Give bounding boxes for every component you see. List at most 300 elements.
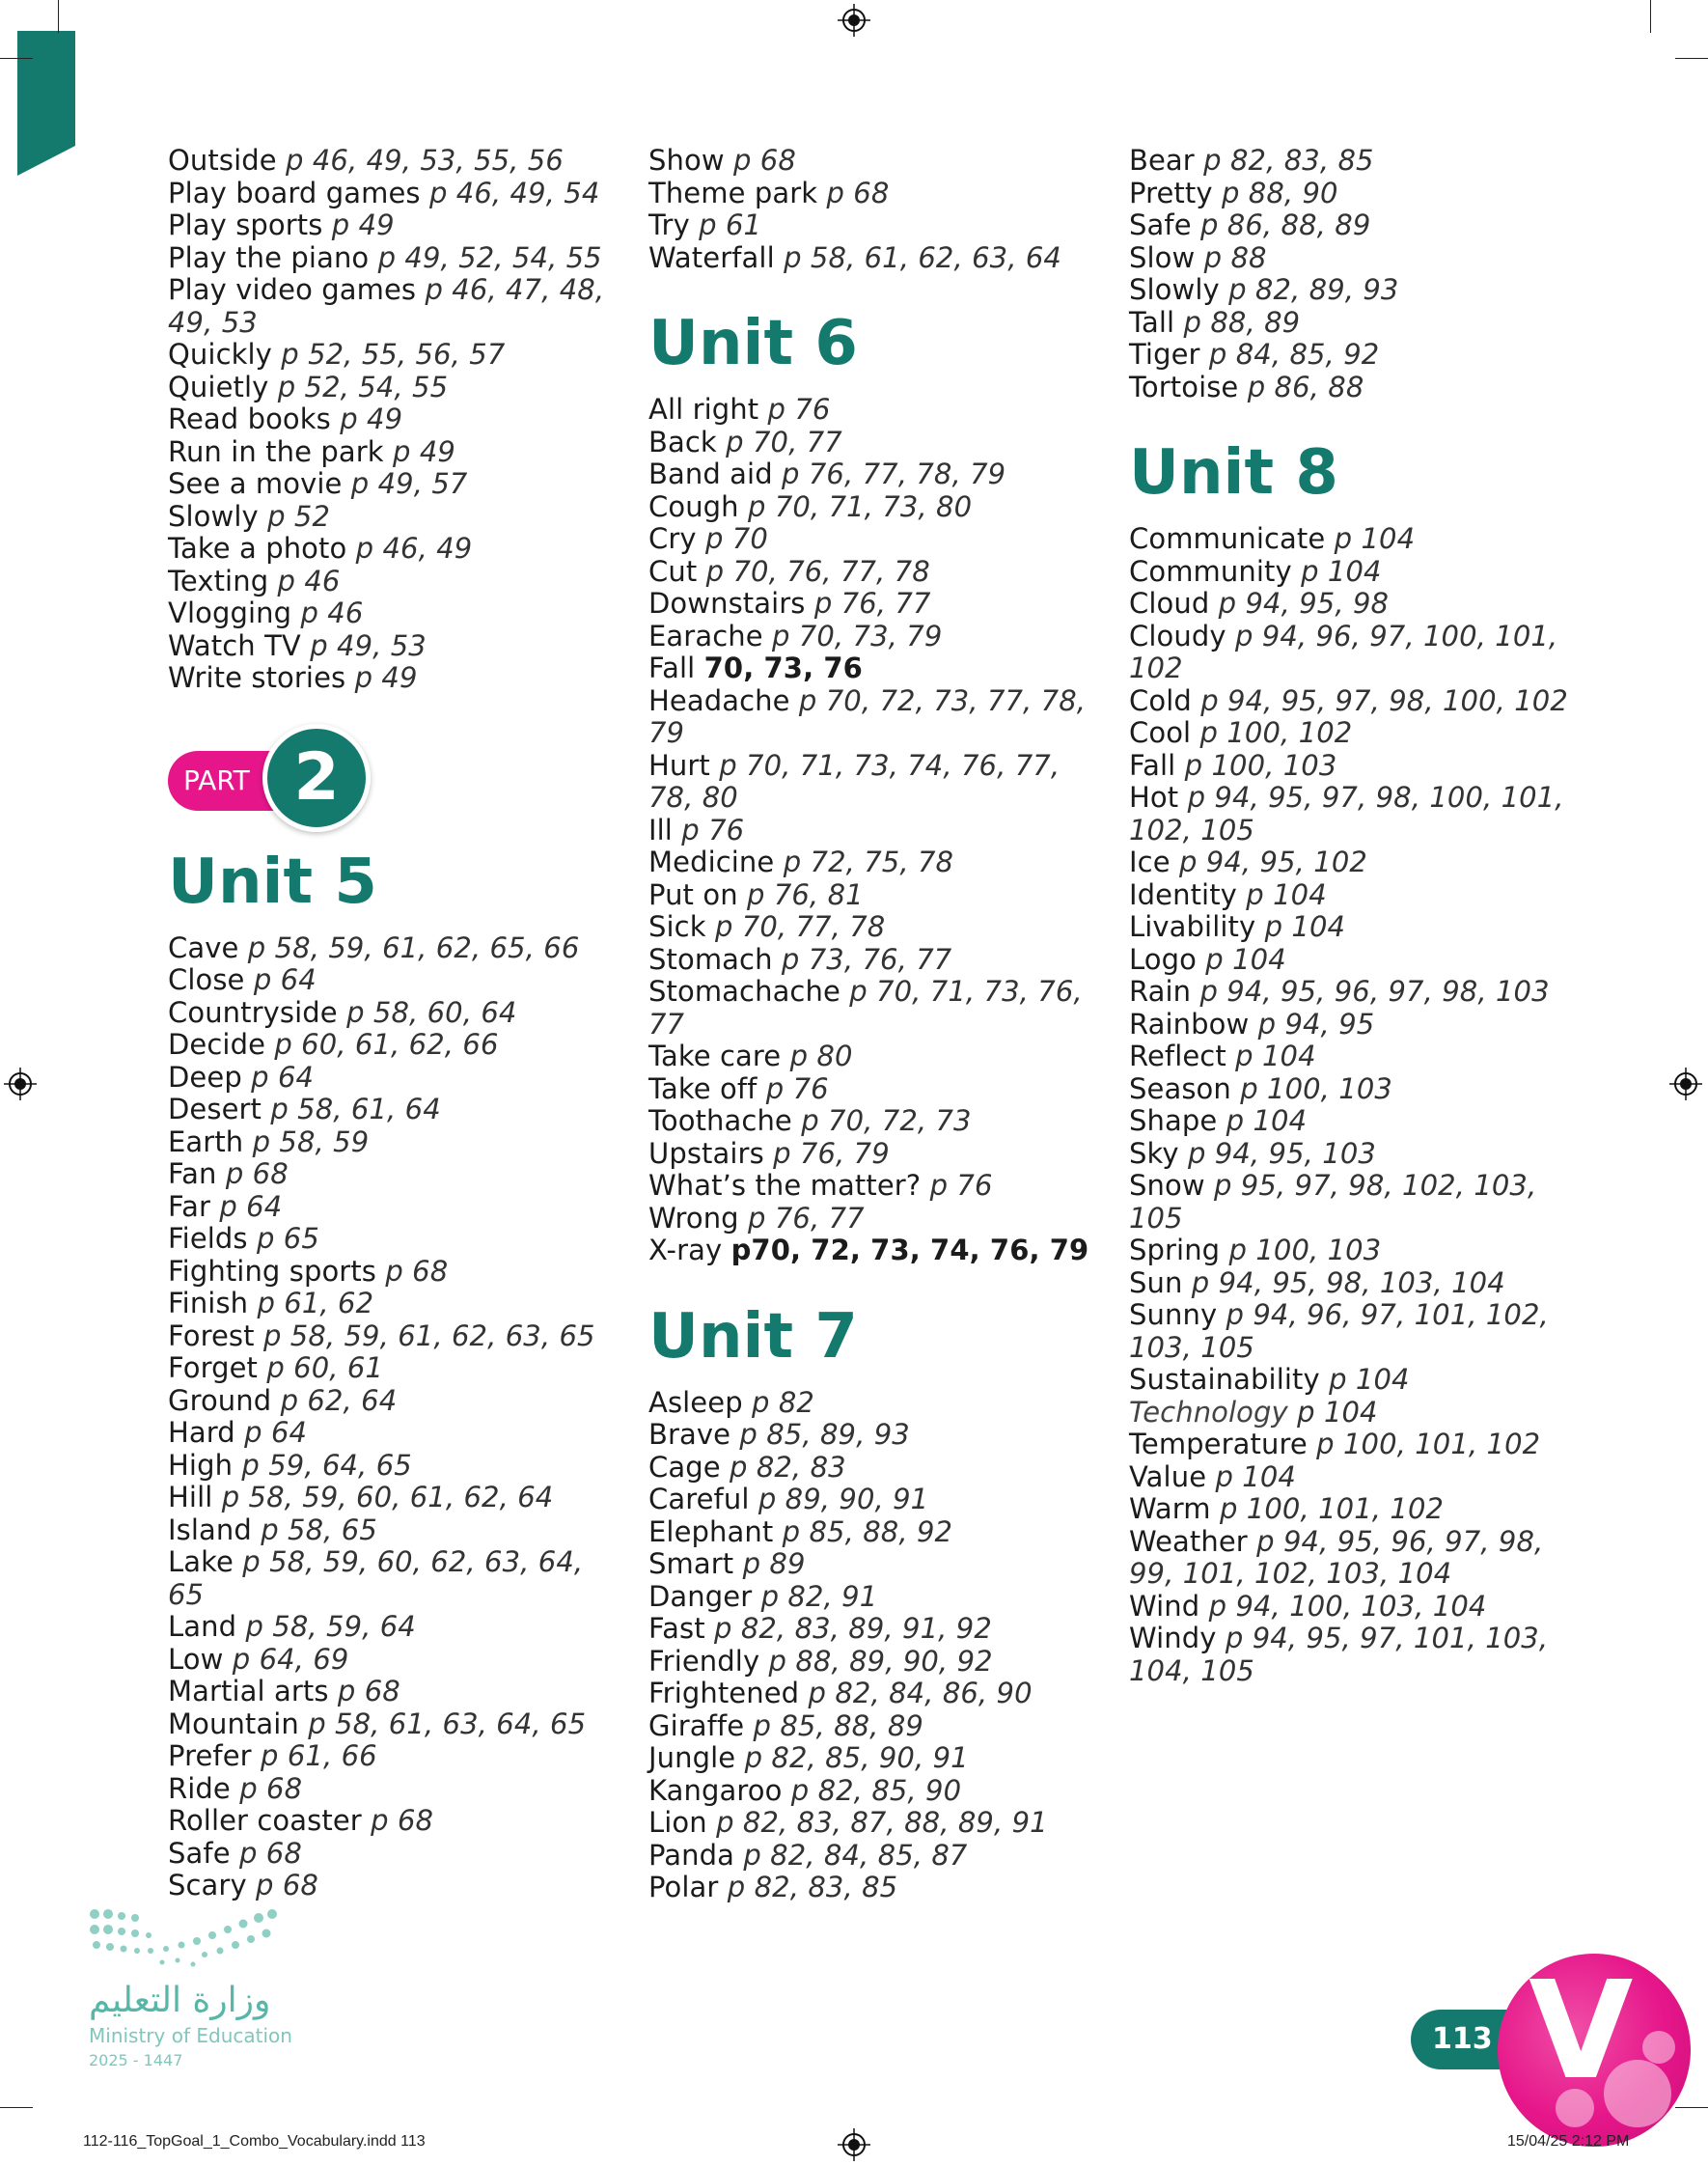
entry-word: Sun [1129, 1265, 1183, 1299]
vocabulary-entry [168, 1740, 621, 1773]
entry-pages: p 46, 49, 53, 55, 56 [286, 144, 564, 177]
vocabulary-entry [168, 436, 621, 469]
entry-word: See a movie [168, 467, 343, 500]
entry-word: Take off [648, 1071, 758, 1105]
entry-pages: p 76, 77 [748, 1201, 865, 1235]
entry-list [648, 1387, 1102, 1904]
vocabulary-entry [168, 209, 621, 242]
entry-pages: p 94, 95, 97, 101, 103, 104, 105 [1129, 1622, 1549, 1687]
vocabulary-entry [648, 491, 1102, 524]
entry-pages: p 68 [225, 1157, 289, 1190]
entry-pages: p 82, 83, 89, 91, 92 [714, 1612, 992, 1645]
unit-title: Unit 6 [648, 308, 858, 379]
vocabulary-entry [168, 501, 621, 534]
vocabulary-entry [1129, 1138, 1583, 1171]
entry-word: Watch TV [168, 628, 301, 662]
entry-pages: p 62, 64 [280, 1383, 398, 1417]
entry-word: Play the piano [168, 240, 370, 274]
vocabulary-entry [1129, 372, 1583, 404]
entry-word: Island [168, 1513, 252, 1546]
entry-word: Take a photo [168, 532, 347, 565]
vocabulary-entry [648, 1203, 1102, 1235]
entry-pages: p 94, 95, 98 [1218, 587, 1390, 620]
entry-word: Ground [168, 1383, 272, 1417]
entry-list [1129, 523, 1583, 1687]
entry-word: Low [168, 1642, 224, 1676]
level-badge [1498, 1954, 1691, 2147]
entry-pages: p 68 [385, 1254, 449, 1288]
entry-pages: p 65 [256, 1222, 319, 1255]
entry-pages: p 104 [1246, 877, 1327, 911]
entry-pages: p 70, 73, 79 [771, 619, 943, 652]
entry-word: Warm [1129, 1492, 1211, 1525]
entry-word: Sky [1129, 1136, 1179, 1170]
entry-word: Slow [1129, 240, 1196, 274]
entry-pages: p 49 [340, 402, 403, 435]
vocabulary-entry [168, 403, 621, 436]
entry-pages: p 49 [331, 208, 395, 241]
entry-pages: p 82, 84, 85, 87 [743, 1838, 968, 1872]
part-number: 2 [262, 724, 371, 832]
entry-word: Kangaroo [648, 1773, 783, 1807]
entry-pages: p 94, 95, 102 [1178, 846, 1367, 878]
entry-word: Forget [168, 1351, 259, 1384]
entry-word: Desert [168, 1093, 262, 1125]
entry-word: Toothache [648, 1104, 792, 1137]
entry-word: All right [648, 393, 759, 426]
entry-word: Fast [648, 1612, 705, 1645]
vocabulary-entry [168, 1029, 621, 1062]
vocabulary-entry [1129, 1526, 1583, 1591]
vocabulary-entry [1129, 274, 1583, 307]
entry-pages: p 46, 47, 48, 49, 53 [168, 273, 605, 339]
entry-pages: p 58, 59 [252, 1124, 370, 1158]
entry-pages: p 104 [1297, 1395, 1378, 1429]
vocabulary-entry [168, 997, 621, 1030]
entry-word: Smart [648, 1547, 734, 1580]
badge-letter: V [1529, 1954, 1634, 2110]
entry-word: Play board games [168, 176, 421, 209]
vocabulary-entry [1129, 209, 1583, 242]
entry-pages: p70, 72, 73, 74, 76, 79 [730, 1234, 1089, 1266]
entry-pages: p 100, 102 [1199, 716, 1353, 749]
entry-word: Vlogging [168, 597, 292, 629]
vocabulary-entry [1129, 1364, 1583, 1397]
vocabulary-entry [648, 1807, 1102, 1840]
entry-pages: p 61, 66 [261, 1739, 377, 1772]
vocabulary-entry [648, 976, 1102, 1041]
section-tab-notch [17, 145, 77, 176]
vocabulary-entry [648, 1840, 1102, 1873]
entry-pages: p 64 [219, 1189, 283, 1223]
entry-pages: p 64 [253, 963, 317, 996]
entry-word: Ride [168, 1771, 231, 1805]
ministry-logo [89, 1906, 320, 2070]
entry-word: Communicate [1129, 522, 1326, 555]
entry-pages: p 82, 84, 86, 90 [808, 1677, 1033, 1709]
entry-word: High [168, 1448, 234, 1482]
entry-word: Tortoise [1129, 370, 1239, 403]
entry-word: Outside [168, 144, 277, 177]
entry-word: Slowly [1129, 273, 1220, 306]
entry-word: Tall [1129, 305, 1175, 339]
entry-word: Livability [1129, 910, 1256, 943]
entry-pages: p 58, 61, 64 [270, 1093, 441, 1125]
vocabulary-entry [648, 1073, 1102, 1106]
entry-list [648, 394, 1102, 1267]
entry-word: Roller coaster [168, 1804, 362, 1837]
entry-pages: p 76, 77 [813, 587, 931, 620]
entry-word: Friendly [648, 1644, 760, 1678]
entry-word: Jungle [648, 1741, 736, 1774]
entry-word: Cage [648, 1450, 721, 1484]
vocabulary-entry [168, 1256, 621, 1289]
entry-pages: p 88, 90 [1221, 176, 1338, 209]
vocabulary-entry [648, 685, 1102, 750]
entry-pages: p 58, 59, 64 [245, 1610, 416, 1643]
entry-word: Cold [1129, 683, 1192, 717]
entry-pages: p 52, 55, 56, 57 [281, 338, 506, 371]
entry-word: Deep [168, 1060, 242, 1094]
vocabulary-column-3 [1129, 145, 1583, 1687]
entry-pages: p 68 [238, 1836, 302, 1870]
entry-word: Mountain [168, 1707, 299, 1740]
vocabulary-entry [1129, 1170, 1583, 1235]
vocabulary-entry [168, 533, 621, 566]
vocabulary-entry [1129, 976, 1583, 1009]
entry-word: Brave [648, 1418, 731, 1451]
entry-word: Ice [1129, 846, 1171, 878]
vocabulary-entry [168, 1352, 621, 1385]
vocabulary-entry [648, 1548, 1102, 1581]
vocabulary-entry [1129, 242, 1583, 275]
entry-word: Hurt [648, 748, 710, 782]
entry-pages: p 76, 81 [747, 877, 864, 911]
entry-pages: p 104 [1334, 522, 1416, 555]
entry-word: Polar [648, 1871, 719, 1903]
vocabulary-entry [168, 1223, 621, 1256]
entry-pages: p 46, 49 [355, 532, 473, 565]
entry-pages: p 49 [354, 661, 418, 694]
vocabulary-entry [648, 1742, 1102, 1775]
entry-word: Rain [1129, 975, 1192, 1008]
entry-word: Rainbow [1129, 1007, 1250, 1041]
vocabulary-entry [168, 145, 621, 178]
vocabulary-entry [648, 1041, 1102, 1073]
vocabulary-entry [1129, 523, 1583, 556]
vocabulary-entry [1129, 1623, 1583, 1687]
entry-word: Stomachache [648, 975, 840, 1008]
entry-word: Lion [648, 1806, 707, 1839]
entry-pages: p 89 [742, 1547, 806, 1580]
entry-word: Countryside [168, 995, 338, 1029]
entry-pages: p 70, 71, 73, 80 [748, 489, 973, 523]
entry-pages: p 59, 64, 65 [241, 1448, 412, 1482]
entry-pages: p 68 [826, 176, 890, 209]
entry-word: Tiger [1129, 338, 1200, 371]
entry-word: Bear [1129, 144, 1195, 177]
entry-word: Wind [1129, 1589, 1200, 1623]
crop-mark [0, 2107, 33, 2108]
vocabulary-entry [168, 339, 621, 372]
entry-pages: p 49, 57 [350, 467, 468, 500]
entry-pages: p 49, 52, 54, 55 [377, 240, 602, 274]
vocabulary-entry [1129, 847, 1583, 879]
vocabulary-entry [168, 1191, 621, 1224]
entry-pages: p 58, 59, 61, 62, 65, 66 [247, 930, 580, 964]
vocabulary-entry [1129, 1041, 1583, 1073]
entry-pages: p 94, 95, 103 [1187, 1136, 1376, 1170]
vocabulary-entry [648, 621, 1102, 653]
vocabulary-entry [648, 242, 1102, 275]
vocabulary-entry [648, 847, 1102, 879]
entry-pages: p 49 [393, 434, 455, 468]
entry-word: What’s the matter? [648, 1169, 922, 1202]
vocabulary-entry [1129, 588, 1583, 621]
entry-word: Hot [1129, 781, 1179, 814]
entry-word: Cloudy [1129, 619, 1226, 652]
entry-word: Waterfall [648, 240, 775, 274]
vocabulary-entry [168, 662, 621, 695]
entry-word: Headache [648, 683, 790, 717]
entry-list [168, 932, 621, 1902]
crop-mark [0, 58, 33, 59]
vocabulary-entry [168, 1838, 621, 1871]
entry-word: Fan [168, 1157, 217, 1190]
vocabulary-entry [648, 1678, 1102, 1710]
unit-title: Unit 7 [648, 1300, 858, 1373]
entry-pages: p 64, 69 [232, 1642, 349, 1676]
entry-pages: p 76, 79 [773, 1136, 890, 1170]
vocabulary-entry [1129, 145, 1583, 178]
entry-pages: p 60, 61 [266, 1351, 384, 1384]
registration-mark-icon [1669, 1068, 1702, 1100]
crop-mark [1650, 0, 1651, 33]
entry-pages: p 88, 89, 90, 92 [768, 1644, 993, 1678]
entry-pages: p 80 [789, 1040, 853, 1072]
entry-pages: p 82 [752, 1385, 814, 1419]
print-slug-right: 15/04/25 2:12 PM [1507, 2133, 1630, 2150]
entry-word: Far [168, 1189, 211, 1223]
vocabulary-entry [1129, 339, 1583, 372]
entry-word: Cry [648, 522, 697, 555]
vocabulary-entry [1129, 1267, 1583, 1300]
vocabulary-entry [648, 1775, 1102, 1808]
vocabulary-entry [648, 750, 1102, 815]
entry-word: Land [168, 1610, 237, 1643]
entry-word: Safe [168, 1836, 231, 1870]
print-slug-left: 112-116_TopGoal_1_Combo_Vocabulary.indd 113 [83, 2133, 426, 2150]
vocabulary-entry [168, 1546, 621, 1611]
entry-pages: p 70, 72, 73, 77, 78, 79 [648, 683, 1087, 749]
entry-pages: 70, 73, 76 [703, 652, 863, 684]
entry-word: Elephant [648, 1514, 774, 1548]
entry-pages: p 68 [239, 1771, 303, 1805]
entry-pages: p 94, 95, 96, 97, 98, 99, 101, 102, 103, 104 [1129, 1524, 1544, 1590]
vocabulary-entry [1129, 1493, 1583, 1526]
entry-word: Technology [1129, 1395, 1288, 1429]
vocabulary-entry [648, 815, 1102, 847]
entry-pages: p 58, 61, 63, 64, 65 [308, 1707, 587, 1740]
entry-word: Cave [168, 930, 239, 964]
entry-pages: p 58, 59, 60, 62, 63, 64, 65 [168, 1545, 584, 1611]
entry-word: Spring [1129, 1234, 1221, 1266]
vocabulary-entry [648, 1419, 1102, 1452]
vocabulary-entry [168, 1870, 621, 1902]
vocabulary-entry [648, 1646, 1102, 1679]
vocabulary-entry [168, 1126, 621, 1159]
entry-word: Reflect [1129, 1040, 1226, 1072]
entry-pages: p 104 [1205, 942, 1286, 976]
entry-word: Logo [1129, 942, 1197, 976]
entry-pages: p 64 [251, 1060, 315, 1094]
entry-word: Decide [168, 1028, 266, 1061]
entry-pages: p 70, 76, 77, 78 [705, 554, 930, 588]
entry-pages: p 61 [699, 208, 762, 241]
entry-word: X-ray [648, 1234, 723, 1266]
entry-pages: p 89, 90, 91 [758, 1483, 929, 1515]
vocabulary-entry [648, 458, 1102, 491]
entry-word: Downstairs [648, 587, 806, 620]
vocabulary-entry [648, 1710, 1102, 1743]
entry-word: Quickly [168, 338, 272, 371]
entry-pages: p 104 [1264, 910, 1346, 943]
vocabulary-column-1 [168, 145, 621, 1902]
entry-pages: p 94, 95, 97, 98, 100, 101, 102, 105 [1129, 781, 1564, 847]
part-label: PART [168, 751, 293, 811]
vocabulary-entry [1129, 1073, 1583, 1106]
vocabulary-entry [168, 1644, 621, 1677]
entry-word: Lake [168, 1545, 234, 1578]
vocabulary-entry [648, 1613, 1102, 1646]
entry-pages: p 95, 97, 98, 102, 103, 105 [1129, 1169, 1537, 1235]
entry-pages: p 82, 83 [730, 1450, 846, 1484]
entry-word: Hill [168, 1481, 213, 1513]
crop-mark [1675, 2107, 1708, 2108]
entry-pages: p 68 [371, 1804, 434, 1837]
entry-word: Play video games [168, 273, 417, 306]
entry-word: Band aid [648, 458, 773, 490]
entry-word: Season [1129, 1071, 1231, 1105]
entry-word: Community [1129, 554, 1292, 588]
vocabulary-entry [1129, 1591, 1583, 1624]
entry-word: Frightened [648, 1677, 800, 1709]
vocabulary-entry [168, 1482, 621, 1514]
entry-pages: p 58, 59, 61, 62, 63, 65 [262, 1318, 595, 1352]
entry-word: Temperature [1129, 1428, 1308, 1460]
entry-pages: p 46 [300, 597, 364, 629]
entry-word: Cut [648, 554, 698, 588]
entry-word: Sustainability [1129, 1363, 1320, 1396]
vocabulary-entry [168, 468, 621, 501]
vocabulary-entry [168, 1094, 621, 1126]
entry-word: Sick [648, 910, 706, 943]
vocabulary-entry [1129, 911, 1583, 944]
entry-word: Pretty [1129, 176, 1213, 209]
vocabulary-entry [1129, 717, 1583, 750]
vocabulary-entry [648, 1170, 1102, 1203]
entry-pages: p 52, 54, 55 [277, 370, 449, 403]
entry-word: Read books [168, 402, 331, 435]
entry-word: Try [648, 208, 690, 241]
entry-pages: p 68 [732, 144, 796, 177]
vocabulary-entry [1129, 178, 1583, 210]
entry-pages: p 104 [1329, 1363, 1410, 1396]
vocabulary-entry [648, 879, 1102, 912]
vocabulary-entry [648, 1484, 1102, 1516]
vocabulary-entry [648, 1105, 1102, 1138]
entry-pages: p 85, 88, 92 [782, 1514, 953, 1548]
vocabulary-entry [648, 427, 1102, 459]
vocabulary-entry [648, 556, 1102, 589]
unit-title: Unit 5 [168, 846, 377, 918]
entry-word: Identity [1129, 877, 1237, 911]
entry-pages: p 94, 95 [1257, 1007, 1375, 1041]
entry-word: Take care [648, 1040, 782, 1072]
vocabulary-entry [648, 1235, 1102, 1267]
vocabulary-entry [1129, 685, 1583, 718]
vocabulary-entry [1129, 944, 1583, 977]
part-marker [168, 724, 621, 838]
vocabulary-entry [168, 1450, 621, 1483]
entry-pages: p 76 [767, 393, 831, 426]
entry-word: Prefer [168, 1739, 252, 1772]
ministry-year: 2025 - 1447 [89, 2051, 183, 2069]
entry-pages: p 88, 89 [1183, 305, 1301, 339]
entry-pages: p 70, 71, 73, 76, 77 [648, 975, 1083, 1041]
vocabulary-entry [168, 1676, 621, 1708]
entry-word: Wrong [648, 1201, 739, 1235]
vocabulary-entry [1129, 1009, 1583, 1041]
entry-word: Martial arts [168, 1675, 329, 1707]
entry-word: Cool [1129, 716, 1192, 749]
entry-list [1129, 145, 1583, 403]
entry-pages: p 88 [1203, 240, 1267, 274]
entry-word: Finish [168, 1287, 249, 1319]
entry-pages: p 82, 85, 90, 91 [744, 1741, 969, 1774]
entry-word: Show [648, 144, 725, 177]
vocabulary-entry [1129, 1105, 1583, 1138]
ministry-dots-icon [89, 1906, 301, 1974]
entry-word: Write stories [168, 661, 346, 694]
entry-word: Cough [648, 489, 739, 523]
vocabulary-entry [1129, 782, 1583, 847]
vocabulary-entry [648, 1138, 1102, 1171]
entry-word: Giraffe [648, 1708, 745, 1742]
entry-pages: p 70, 72, 73 [801, 1104, 972, 1137]
vocabulary-entry [648, 1581, 1102, 1614]
entry-pages: p 104 [1226, 1104, 1308, 1137]
entry-list [168, 145, 621, 695]
entry-word: Back [648, 425, 717, 458]
entry-pages: p 76 [765, 1071, 829, 1105]
entry-word: Asleep [648, 1385, 743, 1419]
entry-word: Hard [168, 1416, 235, 1449]
vocabulary-entry [1129, 750, 1583, 783]
entry-pages: p 104 [1215, 1459, 1296, 1493]
entry-pages: p 58, 60, 64 [346, 995, 517, 1029]
entry-word: Quietly [168, 370, 269, 403]
vocabulary-entry [168, 1708, 621, 1741]
vocabulary-entry [1129, 1429, 1583, 1461]
entry-word: Safe [1129, 208, 1192, 241]
vocabulary-entry [1129, 556, 1583, 589]
entry-word: Forest [168, 1318, 255, 1352]
entry-word: Run in the park [168, 434, 384, 468]
entry-word: Play sports [168, 208, 323, 241]
registration-mark-icon [838, 4, 870, 37]
vocabulary-entry [1129, 1397, 1583, 1429]
